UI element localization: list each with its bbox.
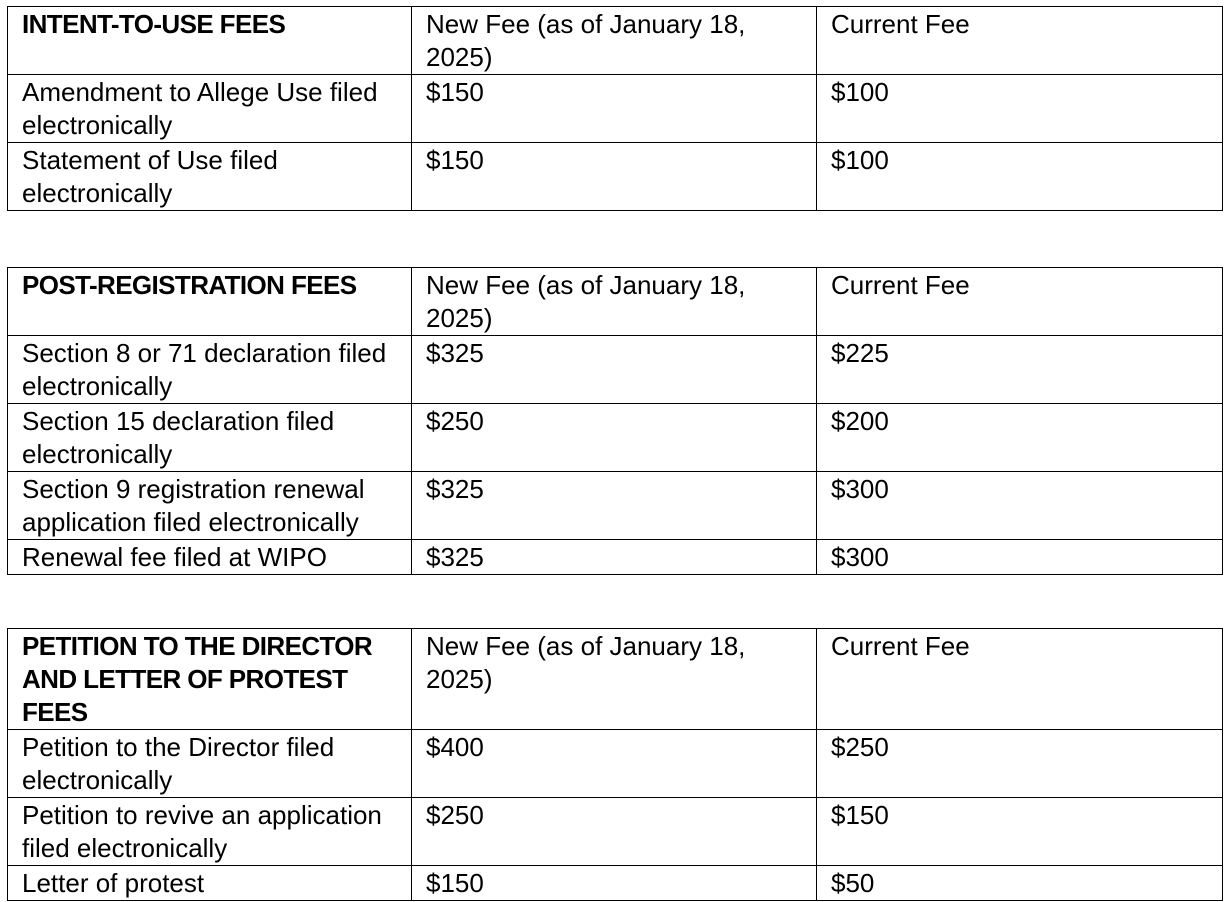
new-fee-value: $400 — [412, 730, 817, 798]
current-fee-header: Current Fee — [817, 7, 1223, 75]
new-fee-value: $250 — [412, 798, 817, 866]
new-fee-value: $250 — [412, 404, 817, 472]
current-fee-value: $200 — [817, 404, 1223, 472]
fee-description: Amendment to Allege Use filed electronically — [8, 75, 412, 143]
petition-and-protest-fees-table — [7, 628, 1223, 901]
intent-to-use-fees-table — [7, 6, 1223, 211]
new-fee-header: New Fee (as of January 18, 2025) — [412, 268, 817, 336]
current-fee-value: $250 — [817, 730, 1223, 798]
table-header-row — [8, 268, 1223, 336]
fee-description: Section 8 or 71 declaration filed electronically — [8, 336, 412, 404]
table-row — [8, 730, 1223, 798]
current-fee-header: Current Fee — [817, 268, 1223, 336]
table-row — [8, 472, 1223, 540]
table-row — [8, 540, 1223, 575]
current-fee-value: $100 — [817, 75, 1223, 143]
current-fee-value: $150 — [817, 798, 1223, 866]
current-fee-header: Current Fee — [817, 629, 1223, 730]
table-row — [8, 404, 1223, 472]
table-row — [8, 798, 1223, 866]
fee-description: Letter of protest — [8, 866, 412, 901]
post-registration-fees-table — [7, 267, 1223, 575]
new-fee-value: $150 — [412, 143, 817, 211]
new-fee-value: $150 — [412, 866, 817, 901]
new-fee-value: $325 — [412, 472, 817, 540]
section-title: PETITION TO THE DIRECTOR AND LETTER OF PROTEST FEES — [8, 629, 412, 730]
fee-description: Petition to revive an application filed electronically — [8, 798, 412, 866]
table-row — [8, 143, 1223, 211]
new-fee-value: $150 — [412, 75, 817, 143]
table-row — [8, 75, 1223, 143]
table-header-row — [8, 629, 1223, 730]
table-row — [8, 336, 1223, 404]
fee-description: Renewal fee filed at WIPO — [8, 540, 412, 575]
fee-description: Section 9 registration renewal application filed electronically — [8, 472, 412, 540]
fee-description: Statement of Use filed electronically — [8, 143, 412, 211]
current-fee-value: $225 — [817, 336, 1223, 404]
fee-description: Petition to the Director filed electronically — [8, 730, 412, 798]
new-fee-value: $325 — [412, 336, 817, 404]
section-title: POST-REGISTRATION FEES — [8, 268, 412, 336]
new-fee-header: New Fee (as of January 18, 2025) — [412, 629, 817, 730]
new-fee-header: New Fee (as of January 18, 2025) — [412, 7, 817, 75]
section-title: INTENT-TO-USE FEES — [8, 7, 412, 75]
current-fee-value: $300 — [817, 472, 1223, 540]
current-fee-value: $100 — [817, 143, 1223, 211]
table-row — [8, 866, 1223, 901]
fee-description: Section 15 declaration filed electronically — [8, 404, 412, 472]
current-fee-value: $50 — [817, 866, 1223, 901]
current-fee-value: $300 — [817, 540, 1223, 575]
table-header-row — [8, 7, 1223, 75]
new-fee-value: $325 — [412, 540, 817, 575]
